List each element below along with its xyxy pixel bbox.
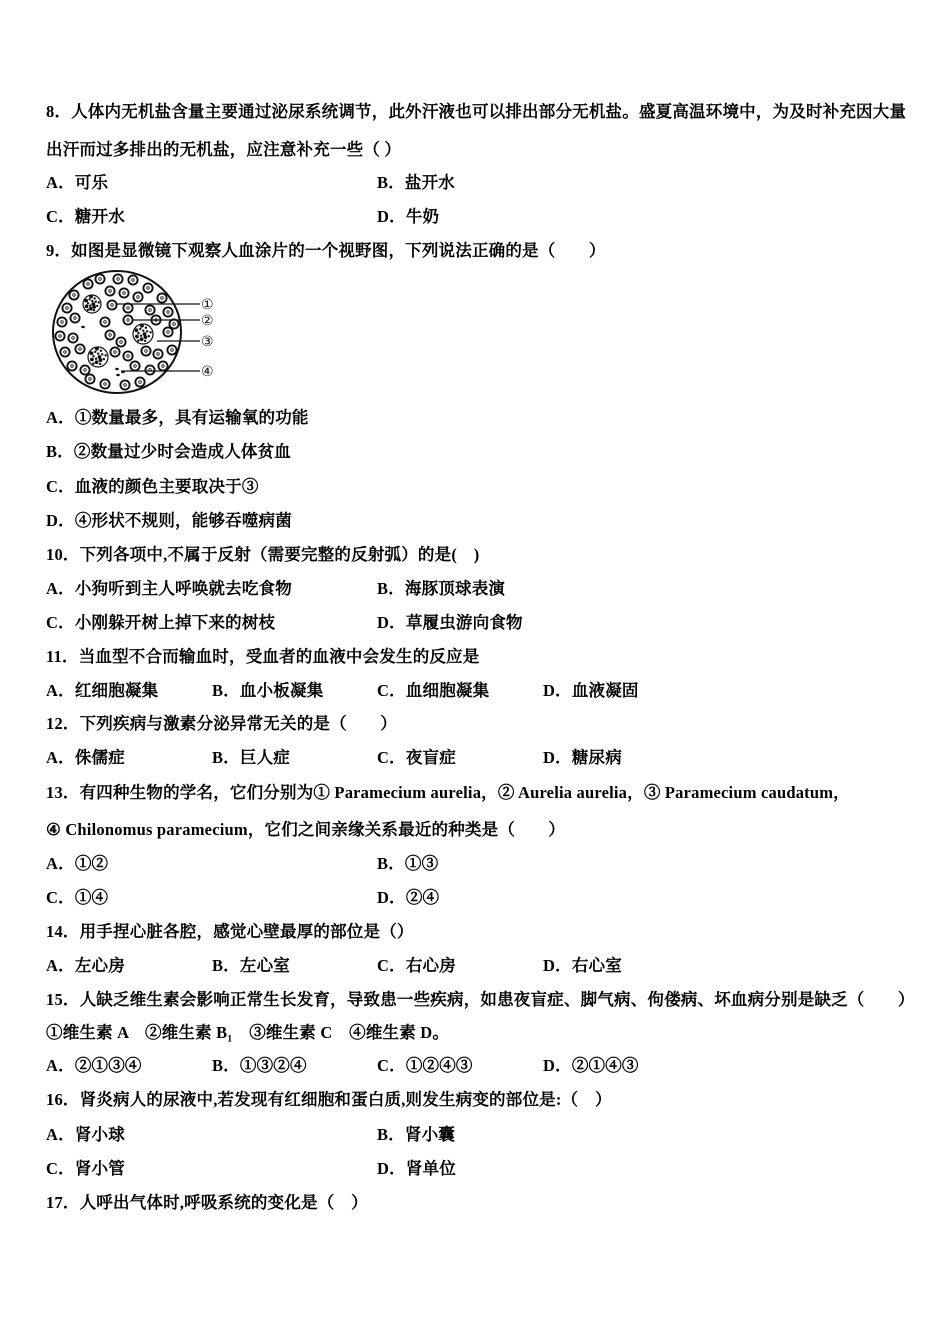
- white-blood-cell-granule: [95, 358, 97, 360]
- white-blood-cell-granule: [87, 309, 89, 311]
- option-c: C．血细胞凝集: [377, 681, 490, 700]
- white-blood-cell-granule: [95, 347, 99, 351]
- white-blood-cell-granule: [85, 304, 89, 308]
- question-stem: 11．当血型不合而输血时，受血者的血液中会发生的反应是: [46, 647, 480, 666]
- red-blood-cell: [75, 344, 84, 353]
- platelet: [115, 368, 119, 370]
- question-stem: 14．用手捏心脏各腔，感觉心壁最厚的部位是（）: [46, 922, 414, 941]
- option-c: C．夜盲症: [377, 748, 456, 767]
- question-stem: 8．人体内无机盐含量主要通过泌尿系统调节，此外汗液也可以排出部分无机盐。盛夏高温环境中，为及时补充因大量: [46, 102, 907, 121]
- red-blood-cell: [107, 300, 116, 309]
- figure-label-4: ④: [201, 364, 214, 380]
- option-c: C．右心房: [377, 956, 456, 975]
- option-b: B．①③②④: [212, 1056, 307, 1075]
- red-blood-cell: [128, 275, 137, 284]
- red-blood-cell: [69, 290, 78, 299]
- option-b: B．巨人症: [212, 748, 291, 767]
- option-d: D．②④: [377, 888, 440, 907]
- red-blood-cell: [120, 380, 129, 389]
- white-blood-cell-granule: [139, 328, 141, 330]
- red-blood-cell: [123, 315, 132, 324]
- red-blood-cell: [163, 307, 172, 316]
- red-blood-cell: [167, 345, 176, 354]
- question-stem: 10．下列各项中,不属于反射（需要完整的反射弧）的是( ): [46, 545, 480, 564]
- white-blood-cell-granule: [92, 362, 94, 364]
- option-b: B．血小板凝集: [212, 681, 324, 700]
- white-blood-cell-granule: [140, 335, 142, 337]
- white-blood-cell-granule: [98, 301, 100, 303]
- option-a: A．侏儒症: [46, 748, 125, 767]
- red-blood-cell: [67, 361, 76, 370]
- white-blood-cell-granule: [95, 300, 97, 302]
- option-c: C．①②④③: [377, 1056, 473, 1075]
- red-blood-cell: [55, 331, 64, 340]
- white-blood-cell-granule: [89, 304, 91, 306]
- red-blood-cell: [100, 317, 109, 326]
- white-blood-cell-granule: [135, 335, 139, 339]
- red-blood-cell: [123, 351, 132, 360]
- option-c: C．①④: [46, 888, 109, 907]
- option-d: D．④形状不规则，能够吞噬病菌: [46, 511, 292, 530]
- red-blood-cell: [130, 361, 139, 370]
- red-blood-cell: [133, 292, 142, 301]
- question-stem-continued: ④ Chilonomus paramecium，它们之间亲缘关系最近的种类是（ ）: [46, 820, 566, 839]
- red-blood-cell: [123, 303, 132, 312]
- white-blood-cell-granule: [99, 363, 101, 365]
- red-blood-cell: [70, 313, 79, 322]
- white-blood-cell-granule: [93, 309, 95, 311]
- blood-smear-figure: [48, 266, 224, 398]
- white-blood-cell-granule: [96, 305, 98, 307]
- option-d: D．肾单位: [377, 1159, 456, 1178]
- white-blood-cell-granule: [94, 351, 96, 353]
- option-a: A．可乐: [46, 173, 109, 192]
- red-blood-cell: [95, 274, 104, 283]
- question-stem: 13．有四种生物的学名，它们分别为① Paramecium aurelia，② Aurelia aurelia，③ Paramecium caudatum，: [46, 783, 850, 802]
- option-a: A．②①③④: [46, 1056, 142, 1075]
- question-stem: 17．人呼出气体时,呼吸系统的变化是（ ）: [46, 1193, 368, 1212]
- option-d: D．草履虫游向食物: [377, 613, 523, 632]
- white-blood-cell-granule: [89, 307, 93, 311]
- white-blood-cell-granule: [140, 324, 144, 328]
- white-blood-cell-granule: [146, 330, 148, 332]
- option-a: A．①数量最多，具有运输氧的功能: [46, 408, 309, 427]
- white-blood-cell-granule: [90, 358, 94, 362]
- option-b: B．②数量过少时会造成人体贫血: [46, 442, 292, 461]
- option-c: C．血液的颜色主要取决于③: [46, 477, 259, 496]
- red-blood-cell: [145, 365, 154, 374]
- red-blood-cell: [57, 317, 66, 326]
- option-d: D．右心室: [543, 956, 622, 975]
- question-stem: 12．下列疾病与激素分泌异常无关的是（ ）: [46, 714, 397, 733]
- white-blood-cell-granule: [144, 335, 148, 339]
- red-blood-cell: [85, 374, 94, 383]
- red-blood-cell: [119, 288, 128, 297]
- red-blood-cell: [60, 347, 69, 356]
- platelet: [81, 326, 85, 328]
- white-blood-cell-granule: [91, 300, 93, 302]
- question-stem-continued: 出汗而过多排出的无机盐，应注意补充一些（ ）: [46, 140, 402, 159]
- white-blood-cell-granule: [99, 358, 103, 362]
- red-blood-cell: [105, 330, 114, 339]
- option-b: B．①③: [377, 854, 439, 873]
- white-blood-cell-granule: [140, 337, 144, 341]
- white-blood-cell-granule: [142, 329, 144, 331]
- option-b: B．左心室: [212, 956, 291, 975]
- option-c: C．糖开水: [46, 207, 125, 226]
- figure-label-3: ③: [201, 334, 214, 350]
- option-d: D．血液凝固: [543, 681, 639, 700]
- option-a: A．左心房: [46, 956, 125, 975]
- option-d: D．糖尿病: [543, 748, 622, 767]
- red-blood-cell: [83, 279, 92, 288]
- red-blood-cell: [145, 305, 154, 314]
- red-blood-cell: [80, 365, 89, 374]
- red-blood-cell: [158, 361, 167, 370]
- red-blood-cell: [100, 379, 109, 388]
- white-blood-cell-granule: [93, 297, 95, 299]
- red-blood-cell: [113, 274, 122, 283]
- white-blood-cell-granule: [137, 339, 139, 341]
- white-blood-cell-granule: [84, 299, 88, 303]
- option-a: A．红细胞凝集: [46, 681, 159, 700]
- option-b: B．海豚顶球表演: [377, 579, 506, 598]
- white-blood-cell-granule: [144, 340, 146, 342]
- option-b: B．肾小囊: [377, 1125, 456, 1144]
- white-blood-cell-granule: [101, 353, 103, 355]
- white-blood-cell-granule: [87, 302, 89, 304]
- white-blood-cell-granule: [95, 360, 99, 364]
- white-blood-cell-granule: [92, 355, 94, 357]
- red-blood-cell: [163, 327, 172, 336]
- option-a: A．小狗听到主人呼唤就去吃食物: [46, 579, 292, 598]
- red-blood-cell: [135, 377, 144, 386]
- red-blood-cell: [110, 347, 119, 356]
- red-blood-cell: [68, 333, 77, 342]
- red-blood-cell: [143, 283, 152, 292]
- option-d: D．②①④③: [543, 1056, 639, 1075]
- option-b: B．盐开水: [377, 173, 456, 192]
- white-blood-cell-granule: [100, 350, 102, 352]
- option-a: A．肾小球: [46, 1125, 125, 1144]
- white-blood-cell-granule: [90, 351, 94, 355]
- question-stem: 9．如图是显微镜下观察人血涂片的一个视野图，下列说法正确的是（ ）: [46, 241, 606, 260]
- option-d: D．牛奶: [377, 207, 440, 226]
- question-stem-vitamin-list: ①维生素 A ②维生素 B₁ ③维生素 C ④维生素 D。: [46, 1023, 450, 1042]
- question-stem: 15．人缺乏维生素会影响正常生长发育，导致患一些疾病，如患夜盲症、脚气病、佝偻病、坏血病分别是缺乏（ ）: [46, 990, 915, 1009]
- red-blood-cell: [62, 303, 71, 312]
- figure-label-1: ①: [201, 297, 214, 313]
- white-blood-cell-granule: [88, 298, 90, 300]
- red-blood-cell: [141, 346, 150, 355]
- option-c: C．小刚躲开树上掉下来的树枝: [46, 613, 276, 632]
- white-blood-cell-granule: [104, 354, 106, 356]
- white-blood-cell-granule: [89, 295, 93, 299]
- platelet: [116, 374, 120, 376]
- white-blood-cell-granule: [92, 305, 96, 309]
- red-blood-cell: [105, 286, 114, 295]
- white-blood-cell-granule: [149, 331, 151, 333]
- question-stem: 16．肾炎病人的尿液中,若发现有红细胞和蛋白质,则发生病变的部位是:（ ）: [46, 1090, 612, 1109]
- white-blood-cell-granule: [135, 328, 139, 332]
- white-blood-cell-granule: [97, 352, 99, 354]
- white-blood-cell-granule: [103, 358, 105, 360]
- white-blood-cell-granule: [148, 335, 150, 337]
- red-blood-cell: [153, 349, 162, 358]
- figure-label-2: ②: [201, 313, 214, 329]
- white-blood-cell-granule: [137, 332, 139, 334]
- white-blood-cell-granule: [145, 327, 147, 329]
- red-blood-cell: [116, 337, 125, 346]
- option-c: C．肾小管: [46, 1159, 125, 1178]
- option-a: A．①②: [46, 854, 109, 873]
- red-blood-cell: [157, 293, 166, 302]
